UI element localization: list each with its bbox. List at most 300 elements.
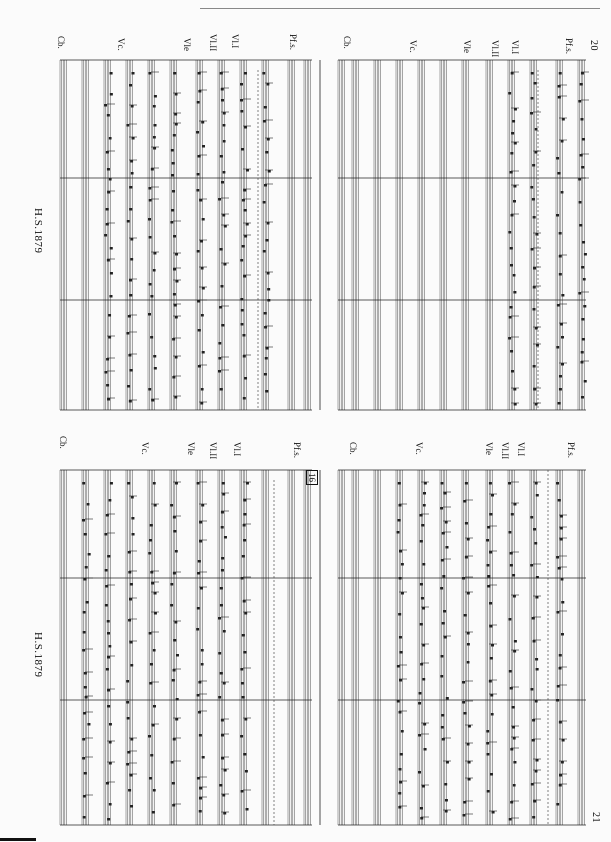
note-head <box>201 121 204 124</box>
note-head <box>264 106 267 109</box>
note-head <box>243 539 246 542</box>
note-head <box>218 696 221 699</box>
note-head <box>107 689 110 692</box>
note-head <box>400 651 403 654</box>
note-head <box>514 640 517 643</box>
note-head <box>578 100 581 103</box>
note-head <box>399 711 402 714</box>
note-head <box>582 138 585 141</box>
note-head <box>581 396 584 399</box>
note-head <box>244 209 247 212</box>
note-head <box>465 482 468 485</box>
note-head <box>244 377 247 380</box>
note-head <box>107 168 110 171</box>
note-head <box>580 361 583 364</box>
note-head <box>397 531 400 534</box>
note-head <box>421 597 424 600</box>
note-head <box>266 151 269 154</box>
note-head <box>243 524 246 527</box>
note-head <box>581 351 584 354</box>
note-head <box>463 712 466 715</box>
note-head <box>490 625 493 628</box>
note-head <box>130 160 133 163</box>
note-head <box>175 482 178 485</box>
note-head <box>399 679 402 682</box>
note-head <box>105 569 108 572</box>
note-head <box>110 247 113 250</box>
note-head <box>127 124 130 127</box>
note-head <box>173 72 176 75</box>
note-head <box>109 803 112 806</box>
note-head <box>401 592 404 595</box>
note-head <box>556 482 559 485</box>
note-head <box>127 385 130 388</box>
label-vle-4: Vle <box>186 442 196 455</box>
note-head <box>199 810 202 813</box>
note-head <box>557 611 560 614</box>
note-head <box>560 527 563 530</box>
note-head <box>222 214 225 217</box>
note-head <box>246 223 249 226</box>
note-head <box>535 482 538 485</box>
note-head <box>176 698 179 701</box>
note-head <box>107 705 110 708</box>
note-head <box>467 632 470 635</box>
note-head <box>509 316 512 319</box>
note-head <box>486 539 489 542</box>
note-head <box>171 221 174 224</box>
note-head <box>445 521 448 524</box>
note-head <box>397 519 400 522</box>
note-head <box>201 649 204 652</box>
note-head <box>533 267 536 270</box>
note-head <box>463 500 466 503</box>
note-head <box>468 778 471 781</box>
note-head <box>241 245 244 248</box>
note-head <box>223 112 226 115</box>
note-head <box>399 636 402 639</box>
note-head <box>150 524 153 527</box>
note-head <box>128 315 131 318</box>
note-head <box>244 612 247 615</box>
note-head <box>560 538 563 541</box>
note-head <box>466 661 469 664</box>
note-head <box>170 504 173 507</box>
note-head <box>223 812 226 815</box>
note-head <box>267 299 270 302</box>
note-head <box>130 738 133 741</box>
note-head <box>222 124 225 127</box>
note-head <box>401 730 404 733</box>
note-head <box>148 552 151 555</box>
note-head <box>243 355 246 358</box>
note-head <box>440 507 443 510</box>
note-head <box>154 367 157 370</box>
note-head <box>171 209 174 212</box>
note-head <box>82 738 85 741</box>
note-head <box>221 719 224 722</box>
note-head <box>514 403 517 406</box>
note-head <box>84 772 87 775</box>
note-head <box>509 231 512 234</box>
note-head <box>423 504 426 507</box>
note-head <box>560 191 563 194</box>
note-head <box>82 519 85 522</box>
label-vl1-2: Vl.I <box>230 34 240 49</box>
note-head <box>423 723 426 726</box>
note-head <box>220 72 223 75</box>
note-head <box>246 482 249 485</box>
note-head <box>175 718 178 721</box>
label-vc-2: Vc. <box>116 38 126 51</box>
note-head <box>510 801 513 804</box>
label-vl2-2: Vl.II <box>208 34 218 52</box>
note-head <box>509 670 512 673</box>
note-head <box>418 702 421 705</box>
note-head <box>490 513 493 516</box>
note-head <box>243 397 246 400</box>
note-head <box>559 255 562 258</box>
note-head <box>131 172 134 175</box>
label-pfs-3: Pf.s. <box>566 442 576 459</box>
note-head <box>423 492 426 495</box>
label-cb-1: Cb. <box>342 36 352 49</box>
label-vle-3: Vle <box>484 442 494 455</box>
note-head <box>149 187 152 190</box>
note-head <box>533 286 536 289</box>
note-head <box>151 399 154 402</box>
note-head <box>532 816 535 819</box>
note-head <box>220 155 223 158</box>
note-head <box>175 550 178 553</box>
note-head <box>241 298 244 301</box>
note-head <box>107 656 110 659</box>
note-head <box>105 604 108 607</box>
note-head <box>419 514 422 517</box>
note-head <box>148 218 151 221</box>
note-head <box>559 784 562 787</box>
note-head <box>219 248 222 251</box>
note-head <box>419 692 422 695</box>
note-head <box>509 818 512 821</box>
note-head <box>513 761 516 764</box>
note-head <box>220 672 223 675</box>
note-head <box>559 654 562 657</box>
note-head <box>126 701 129 704</box>
note-head <box>267 138 270 141</box>
note-head <box>534 128 537 131</box>
note-head <box>266 222 269 225</box>
note-head <box>130 805 133 808</box>
note-head <box>445 546 448 549</box>
note-head <box>88 553 91 556</box>
note-head <box>128 789 131 792</box>
note-head <box>174 530 177 533</box>
note-head <box>174 304 177 307</box>
note-head <box>244 718 247 721</box>
note-head <box>197 72 200 75</box>
note-head <box>531 783 534 786</box>
note-head <box>148 735 151 738</box>
note-head <box>197 329 200 332</box>
note-head <box>535 658 538 661</box>
note-head <box>218 370 221 373</box>
note-head <box>170 604 173 607</box>
note-head <box>534 542 537 545</box>
note-head <box>264 326 267 329</box>
note-head <box>84 672 87 675</box>
note-head <box>556 803 559 806</box>
note-head <box>153 252 156 255</box>
note-head <box>467 592 470 595</box>
note-head <box>153 482 156 485</box>
label-vl1-3: Vl.I <box>516 442 526 457</box>
note-head <box>128 619 131 622</box>
note-head <box>532 198 535 201</box>
note-head <box>130 369 133 372</box>
note-head <box>398 482 401 485</box>
note-head <box>153 147 156 150</box>
rehearsal-mark: 16 <box>306 470 318 485</box>
note-head <box>130 238 133 241</box>
note-head <box>175 123 178 126</box>
note-head <box>174 113 177 116</box>
note-head <box>175 356 178 359</box>
note-head <box>267 288 270 291</box>
note-head <box>223 682 226 685</box>
note-head <box>578 178 581 181</box>
note-head <box>558 96 561 99</box>
note-head <box>440 587 443 590</box>
note-head <box>201 504 204 507</box>
note-head <box>536 494 539 497</box>
note-head <box>422 607 425 610</box>
note-head <box>221 88 224 91</box>
note-head <box>107 818 110 821</box>
note-head <box>149 632 152 635</box>
note-head <box>246 169 249 172</box>
note-head <box>153 136 156 139</box>
note-head <box>106 358 109 361</box>
note-head <box>422 563 425 566</box>
note-head <box>561 363 564 366</box>
note-head <box>559 774 562 777</box>
note-head <box>398 792 401 795</box>
note-head <box>514 108 517 111</box>
label-vle-2: Vle <box>182 38 192 51</box>
note-head <box>401 563 404 566</box>
note-head <box>559 72 562 75</box>
note-head <box>127 332 130 335</box>
note-head <box>557 685 560 688</box>
note-head <box>172 804 175 807</box>
note-head <box>556 157 559 160</box>
note-head <box>465 556 468 559</box>
note-head <box>107 259 110 262</box>
note-head <box>109 723 112 726</box>
note-head <box>126 680 129 683</box>
note-head <box>153 789 156 792</box>
note-head <box>132 137 135 140</box>
note-head <box>154 124 157 127</box>
note-head <box>512 274 515 277</box>
note-head <box>174 396 177 399</box>
note-head <box>219 357 222 360</box>
note-head <box>561 633 564 636</box>
note-head <box>241 148 244 151</box>
note-head <box>198 365 201 368</box>
note-head <box>130 641 133 644</box>
note-head <box>509 306 512 309</box>
label-vle-1: Vle <box>462 40 472 53</box>
note-head <box>508 337 511 340</box>
note-head <box>129 279 132 282</box>
note-head <box>224 536 227 539</box>
note-head <box>535 596 538 599</box>
note-head <box>106 151 109 154</box>
note-head <box>487 790 490 793</box>
note-head <box>221 757 224 760</box>
note-head <box>173 134 176 137</box>
note-head <box>200 402 203 405</box>
note-head <box>441 622 444 625</box>
note-head <box>154 612 157 615</box>
note-head <box>463 801 466 804</box>
note-head <box>83 712 86 715</box>
note-head <box>84 686 87 689</box>
note-head <box>398 806 401 809</box>
note-head <box>441 714 444 717</box>
note-head <box>129 294 132 297</box>
note-head <box>490 657 493 660</box>
note-head <box>268 170 271 173</box>
note-head <box>129 186 132 189</box>
note-head <box>399 768 402 771</box>
note-head <box>559 667 562 670</box>
note-head <box>85 696 88 699</box>
note-head <box>173 293 176 296</box>
note-head <box>83 816 86 819</box>
note-head <box>128 551 131 554</box>
note-head <box>422 644 425 647</box>
note-head <box>443 610 446 613</box>
note-head <box>106 782 109 785</box>
note-head <box>579 154 582 157</box>
note-head <box>127 717 130 720</box>
note-head <box>531 72 534 75</box>
note-head <box>222 324 225 327</box>
note-head <box>244 513 247 516</box>
note-head <box>557 499 560 502</box>
note-head <box>420 540 423 543</box>
note-head <box>511 513 514 516</box>
note-head <box>149 539 152 542</box>
note-head <box>444 492 447 495</box>
note-head <box>266 347 269 350</box>
note-head <box>514 142 517 145</box>
note-head <box>242 199 245 202</box>
note-head <box>243 600 246 603</box>
note-head <box>422 678 425 681</box>
note-head <box>558 567 561 570</box>
note-head <box>557 402 560 405</box>
note-head <box>152 811 155 814</box>
note-head <box>509 531 512 534</box>
note-head <box>513 291 516 294</box>
note-head <box>197 155 200 158</box>
note-head <box>513 737 516 740</box>
note-head <box>530 516 533 519</box>
note-head <box>490 773 493 776</box>
note-head <box>509 171 512 174</box>
note-head <box>149 777 152 780</box>
note-head <box>129 84 132 87</box>
note-head <box>534 82 537 85</box>
note-head <box>442 738 445 741</box>
note-head <box>197 300 200 303</box>
note-head <box>110 482 113 485</box>
note-head <box>491 713 494 716</box>
note-head <box>531 248 534 251</box>
note-head <box>556 346 559 349</box>
note-head <box>424 482 427 485</box>
note-head <box>265 390 268 393</box>
note-head <box>532 617 535 620</box>
note-head <box>107 555 110 558</box>
note-head <box>536 668 539 671</box>
note-head <box>421 524 424 527</box>
note-head <box>561 761 564 764</box>
note-head <box>240 735 243 738</box>
note-head <box>218 652 221 655</box>
note-head <box>267 272 270 275</box>
note-head <box>198 90 201 93</box>
note-head <box>513 388 516 391</box>
note-head <box>130 774 133 777</box>
note-head <box>463 614 466 617</box>
note-head <box>420 663 423 666</box>
note-head <box>245 770 248 773</box>
note-head <box>532 164 535 167</box>
note-head <box>441 559 444 562</box>
note-head <box>109 295 112 298</box>
note-head <box>562 118 565 121</box>
note-head <box>560 578 563 581</box>
note-head <box>106 668 109 671</box>
note-head <box>468 761 471 764</box>
label-cb-2: Cb. <box>56 36 66 49</box>
note-head <box>530 186 533 189</box>
note-head <box>171 583 174 586</box>
note-head <box>561 294 564 297</box>
note-head <box>129 400 132 403</box>
note-head <box>510 152 513 155</box>
note-head <box>199 521 202 524</box>
note-head <box>149 72 152 75</box>
note-head <box>106 384 109 387</box>
note-head <box>104 104 107 107</box>
note-head <box>535 700 538 703</box>
note-head <box>154 592 157 595</box>
note-head <box>246 808 249 811</box>
note-head <box>224 769 227 772</box>
note-head <box>511 72 514 75</box>
label-cb-3: Cb. <box>348 442 358 455</box>
note-head <box>513 784 516 787</box>
note-head <box>533 365 536 368</box>
note-head <box>150 336 153 339</box>
note-head <box>584 380 587 383</box>
